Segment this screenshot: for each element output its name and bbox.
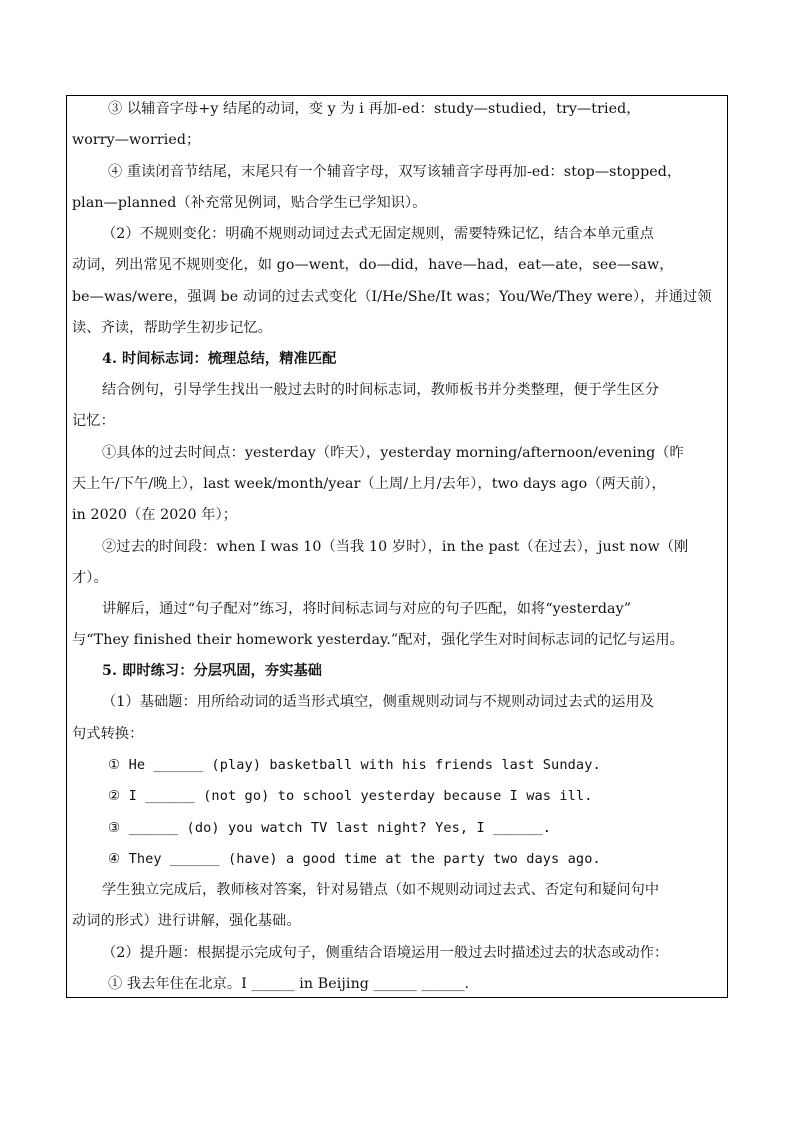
basic-exercise-continuation: 句式转换： <box>72 726 144 742</box>
section-5-heading: 5. 即时练习：分层巩固，夯实基础 <box>102 663 323 679</box>
time-point-continuation-1: 天上午/下午/晚上），last week/month/year（上周/上月/去年），two days ago（两天前）， <box>72 476 666 492</box>
irregular-change-continuation-3: 读、齐读，帮助学生初步记忆。 <box>72 320 273 336</box>
answer-checking-line: 学生独立完成后，教师核对答案，针对易错点（如不规则动词过去式、否定句和疑问句中 <box>102 882 660 898</box>
irregular-change-continuation-2: be—was/were，强调 be 动词的过去式变化（I/He/She/It was；You/We/They were），并通过领 <box>72 289 712 305</box>
exercise-item-3: ③ ______ (do) you watch TV last night? Yes, I ______. <box>108 820 552 836</box>
exercise-item-2: ② I ______ (not go) to school yesterday because I was ill. <box>108 788 593 804</box>
section-4-intro: 结合例句，引导学生找出一般过去时的时间标志词，教师板书并分类整理，便于学生区分 <box>102 382 660 398</box>
time-period-line: ②过去的时间段：when I was 10（当我 10 岁时），in the past（在过去），just now（刚 <box>102 539 689 555</box>
exercise-item-4: ④ They ______ (have) a good time at the party two days ago. <box>108 851 601 867</box>
exercise-item-1: ① He ______ (play) basketball with his friends last Sunday. <box>108 757 601 773</box>
sentence-matching-line: 讲解后，通过“句子配对”练习，将时间标志词与对应的句子匹配，如将“yesterday” <box>102 601 632 617</box>
lesson-plan-table-cell <box>66 95 728 998</box>
rule-4-line: ④ 重读闭音节结尾，末尾只有一个辅音字母，双写该辅音字母再加-ed：stop—stopped， <box>108 164 682 180</box>
basic-exercise-line: （1）基础题：用所给动词的适当形式填空，侧重规则动词与不规则动词过去式的运用及 <box>102 694 655 710</box>
time-point-continuation-2: in 2020（在 2020 年）； <box>72 507 238 523</box>
rule-3-continuation: worry—worried； <box>72 132 201 148</box>
section-4-intro-continuation: 记忆： <box>72 413 115 429</box>
sentence-matching-continuation: 与“They finished their homework yesterday.”配对，强化学生对时间标志词的记忆与运用。 <box>72 632 684 648</box>
time-period-continuation: 才）。 <box>72 570 108 586</box>
section-4-heading: 4. 时间标志词：梳理总结，精准匹配 <box>102 351 337 367</box>
rule-3-line: ③ 以辅音字母+y 结尾的动词，变 y 为 i 再加-ed：study—studied，try—tried， <box>108 101 641 117</box>
rule-4-continuation: plan—planned（补充常见例词，贴合学生已学知识）。 <box>72 195 427 211</box>
irregular-change-line: （2）不规则变化：明确不规则动词过去式无固定规则，需要特殊记忆，结合本单元重点 <box>102 226 655 242</box>
irregular-change-continuation-1: 动词，列出常见不规则变化，如 go—went，do—did，have—had，eat—ate，see—saw， <box>72 257 674 273</box>
answer-checking-continuation: 动词的形式）进行讲解，强化基础。 <box>72 913 301 929</box>
advanced-exercise-item-1: ① 我去年住在北京。I ______ in Beijing ______ ______. <box>108 976 470 992</box>
advanced-exercise-line: （2）提升题：根据提示完成句子，侧重结合语境运用一般过去时描述过去的状态或动作： <box>102 945 669 961</box>
time-point-line: ①具体的过去时间点：yesterday（昨天），yesterday morning/afternoon/evening（昨 <box>102 445 684 461</box>
